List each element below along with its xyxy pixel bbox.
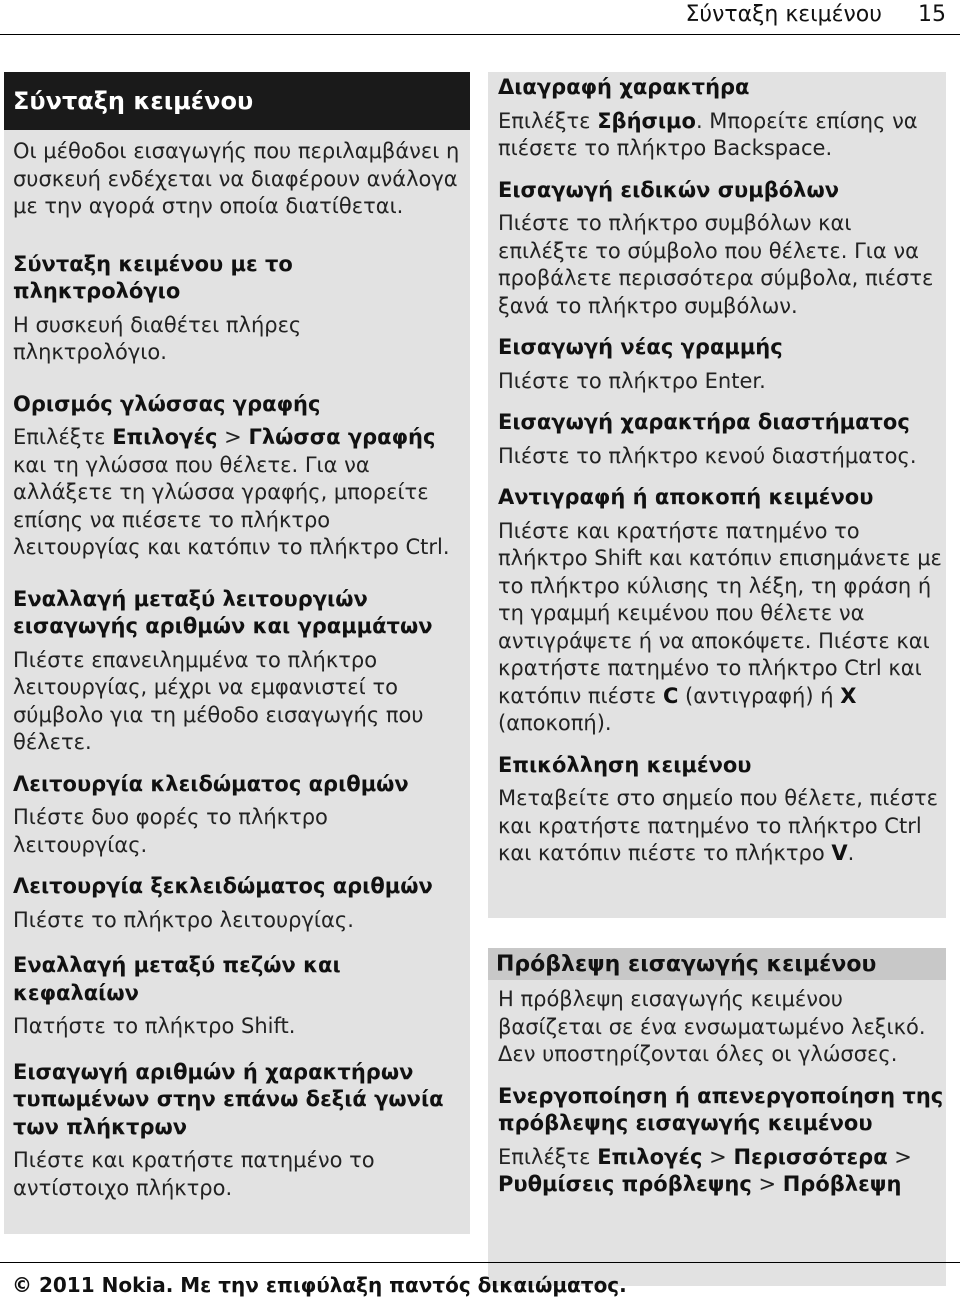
copy-cut-text: Πιέστε και κρατήστε πατημένο το πλήκτρο Shift και κατόπιν επισημάνετε με το πλήκτρο κύλισης τη λέξη, τη φράση ή τη γραμμή κειμένου που θέλετε να αντιγράψετε ή να αποκόψετε. Πιέστε και κρατήστε πατημένο το πλήκτρο Ctrl και κατόπιν πιέστε C (αντιγραφή) ή X (αποκοπή). <box>498 518 942 735</box>
copyright-text: © 2011 Nokia. Με την επιφύλαξη παντός δικαιώματος. <box>12 1273 627 1297</box>
number-unlock-text: Πιέστε το πλήκτρο λειτουργίας. <box>13 907 354 932</box>
number-unlock-heading: Λειτουργία ξεκλειδώματος αριθμών <box>13 874 433 898</box>
space-text: Πιέστε το πλήκτρο κενού διαστήματος. <box>498 443 917 468</box>
paste-text: Μεταβείτε στο σημείο που θέλετε, πιέστε και κρατήστε πατημένο το πλήκτρο Ctrl και κατόπιν πιέστε το πλήκτρο V. <box>498 786 938 865</box>
input-mode-heading: Εναλλαγή μεταξύ λειτουργιών εισαγωγής αριθμών και γραμμάτων <box>13 586 433 638</box>
language-heading: Ορισμός γλώσσας γραφής <box>13 391 321 416</box>
number-lock-text: Πιέστε δυο φορές το πλήκτρο λειτουργίας. <box>13 805 328 857</box>
page-footer <box>0 1262 960 1301</box>
prediction-ref: Πρόβλεψη <box>782 1172 902 1196</box>
keyboard-heading: Σύνταξη κειμένου με το πληκτρολόγιο <box>13 251 293 303</box>
symbols-text: Πιέστε το πλήκτρο συμβόλων και επιλέξτε το σύμβολο που θέλετε. Για να προβάλετε περισσότερα σύμβολα, πιέστε ξανά το πλήκτρο συμβόλων. <box>498 211 934 318</box>
intro-text: Οι μέθοδοι εισαγωγής που περιλαμβάνει η συσκευή ενδέχεται να διαφέρουν ανάλογα με την αγορά στην οποία διατίθεται. <box>13 139 460 218</box>
number-lock-heading: Λειτουργία κλειδώματος αριθμών <box>13 771 409 796</box>
key-x-ref: X <box>840 683 857 708</box>
prediction-settings-ref: Ρυθμίσεις πρόβλεψης <box>498 1172 752 1196</box>
prediction-toggle-text: Επιλέξτε Επιλογές > Περισσότερα > Ρυθμίσεις πρόβλεψης > Πρόβλεψη <box>498 1144 912 1196</box>
section-title-bar: Σύνταξη κειμένου <box>4 72 470 130</box>
prediction-box <box>488 948 946 1286</box>
key-c-ref: C <box>662 683 679 708</box>
options-menu-ref: Επιλογές <box>112 425 218 449</box>
page-number: 15 <box>918 2 946 27</box>
more-ref: Περισσότερα <box>733 1144 888 1169</box>
corner-chars-text: Πιέστε και κρατήστε πατημένο το αντίστοιχο πλήκτρο. <box>13 1148 375 1200</box>
copy-cut-heading: Αντιγραφή ή αποκοπή κειμένου <box>498 485 874 509</box>
case-heading: Εναλλαγή μεταξύ πεζών και κεφαλαίων <box>13 953 341 1005</box>
input-mode-text: Πιέστε επανειλημμένα το πλήκτρο λειτουργίας, μέχρι να εμφανιστεί το σύμβολο για τη μέθοδο εισαγωγής που θέλετε. <box>13 647 424 754</box>
keyboard-text: Η συσκευή διαθέτει πλήρες πληκτρολόγιο. <box>13 312 302 364</box>
paste-heading: Επικόλληση κειμένου <box>498 752 752 777</box>
delete-command-ref: Σβήσιμο <box>597 108 696 133</box>
language-text: Επιλέξτε Επιλογές > Γλώσσα γραφής και τη γλώσσα που θέλετε. Για να αλλάξετε τη γλώσσα γραφής, μπορείτε επίσης να πιέσετε το πλήκτρο λειτουργίας και κατόπιν το πλήκτρο Ctrl. <box>13 425 450 559</box>
header-title: Σύνταξη κειμένου <box>685 2 882 27</box>
options-ref: Επιλογές <box>597 1144 703 1169</box>
editing-box <box>488 72 946 918</box>
writing-language-ref: Γλώσσα γραφής <box>248 425 436 449</box>
delete-heading: Διαγραφή χαρακτήρα <box>498 75 750 99</box>
new-line-heading: Εισαγωγή νέας γραμμής <box>498 335 783 359</box>
symbols-heading: Εισαγωγή ειδικών συμβόλων <box>498 177 839 202</box>
case-text: Πατήστε το πλήκτρο Shift. <box>13 1014 296 1038</box>
new-line-text: Πιέστε το πλήκτρο Enter. <box>498 368 766 393</box>
key-v-ref: V <box>831 841 848 865</box>
space-heading: Εισαγωγή χαρακτήρα διαστήματος <box>498 410 910 434</box>
right-column <box>488 72 946 1286</box>
left-column <box>4 72 470 1234</box>
prediction-toggle-heading: Ενεργοποίηση ή απενεργοποίηση της πρόβλεψης εισαγωγής κειμένου <box>498 1083 944 1135</box>
prediction-title-bar: Πρόβλεψη εισαγωγής κειμένου <box>488 948 946 980</box>
page-header <box>0 0 960 35</box>
delete-text: Επιλέξτε Σβήσιμο. Μπορείτε επίσης να πιέσετε το πλήκτρο Backspace. <box>498 108 918 160</box>
corner-chars-heading: Εισαγωγή αριθμών ή χαρακτήρων τυπωμένων στην επάνω δεξιά γωνία των πλήκτρων <box>13 1059 444 1139</box>
prediction-text: Η πρόβλεψη εισαγωγής κειμένου βασίζεται σε ένα ενσωματωμένο λεξικό. Δεν υποστηρίζονται όλες οι γλώσσες. <box>498 987 926 1066</box>
